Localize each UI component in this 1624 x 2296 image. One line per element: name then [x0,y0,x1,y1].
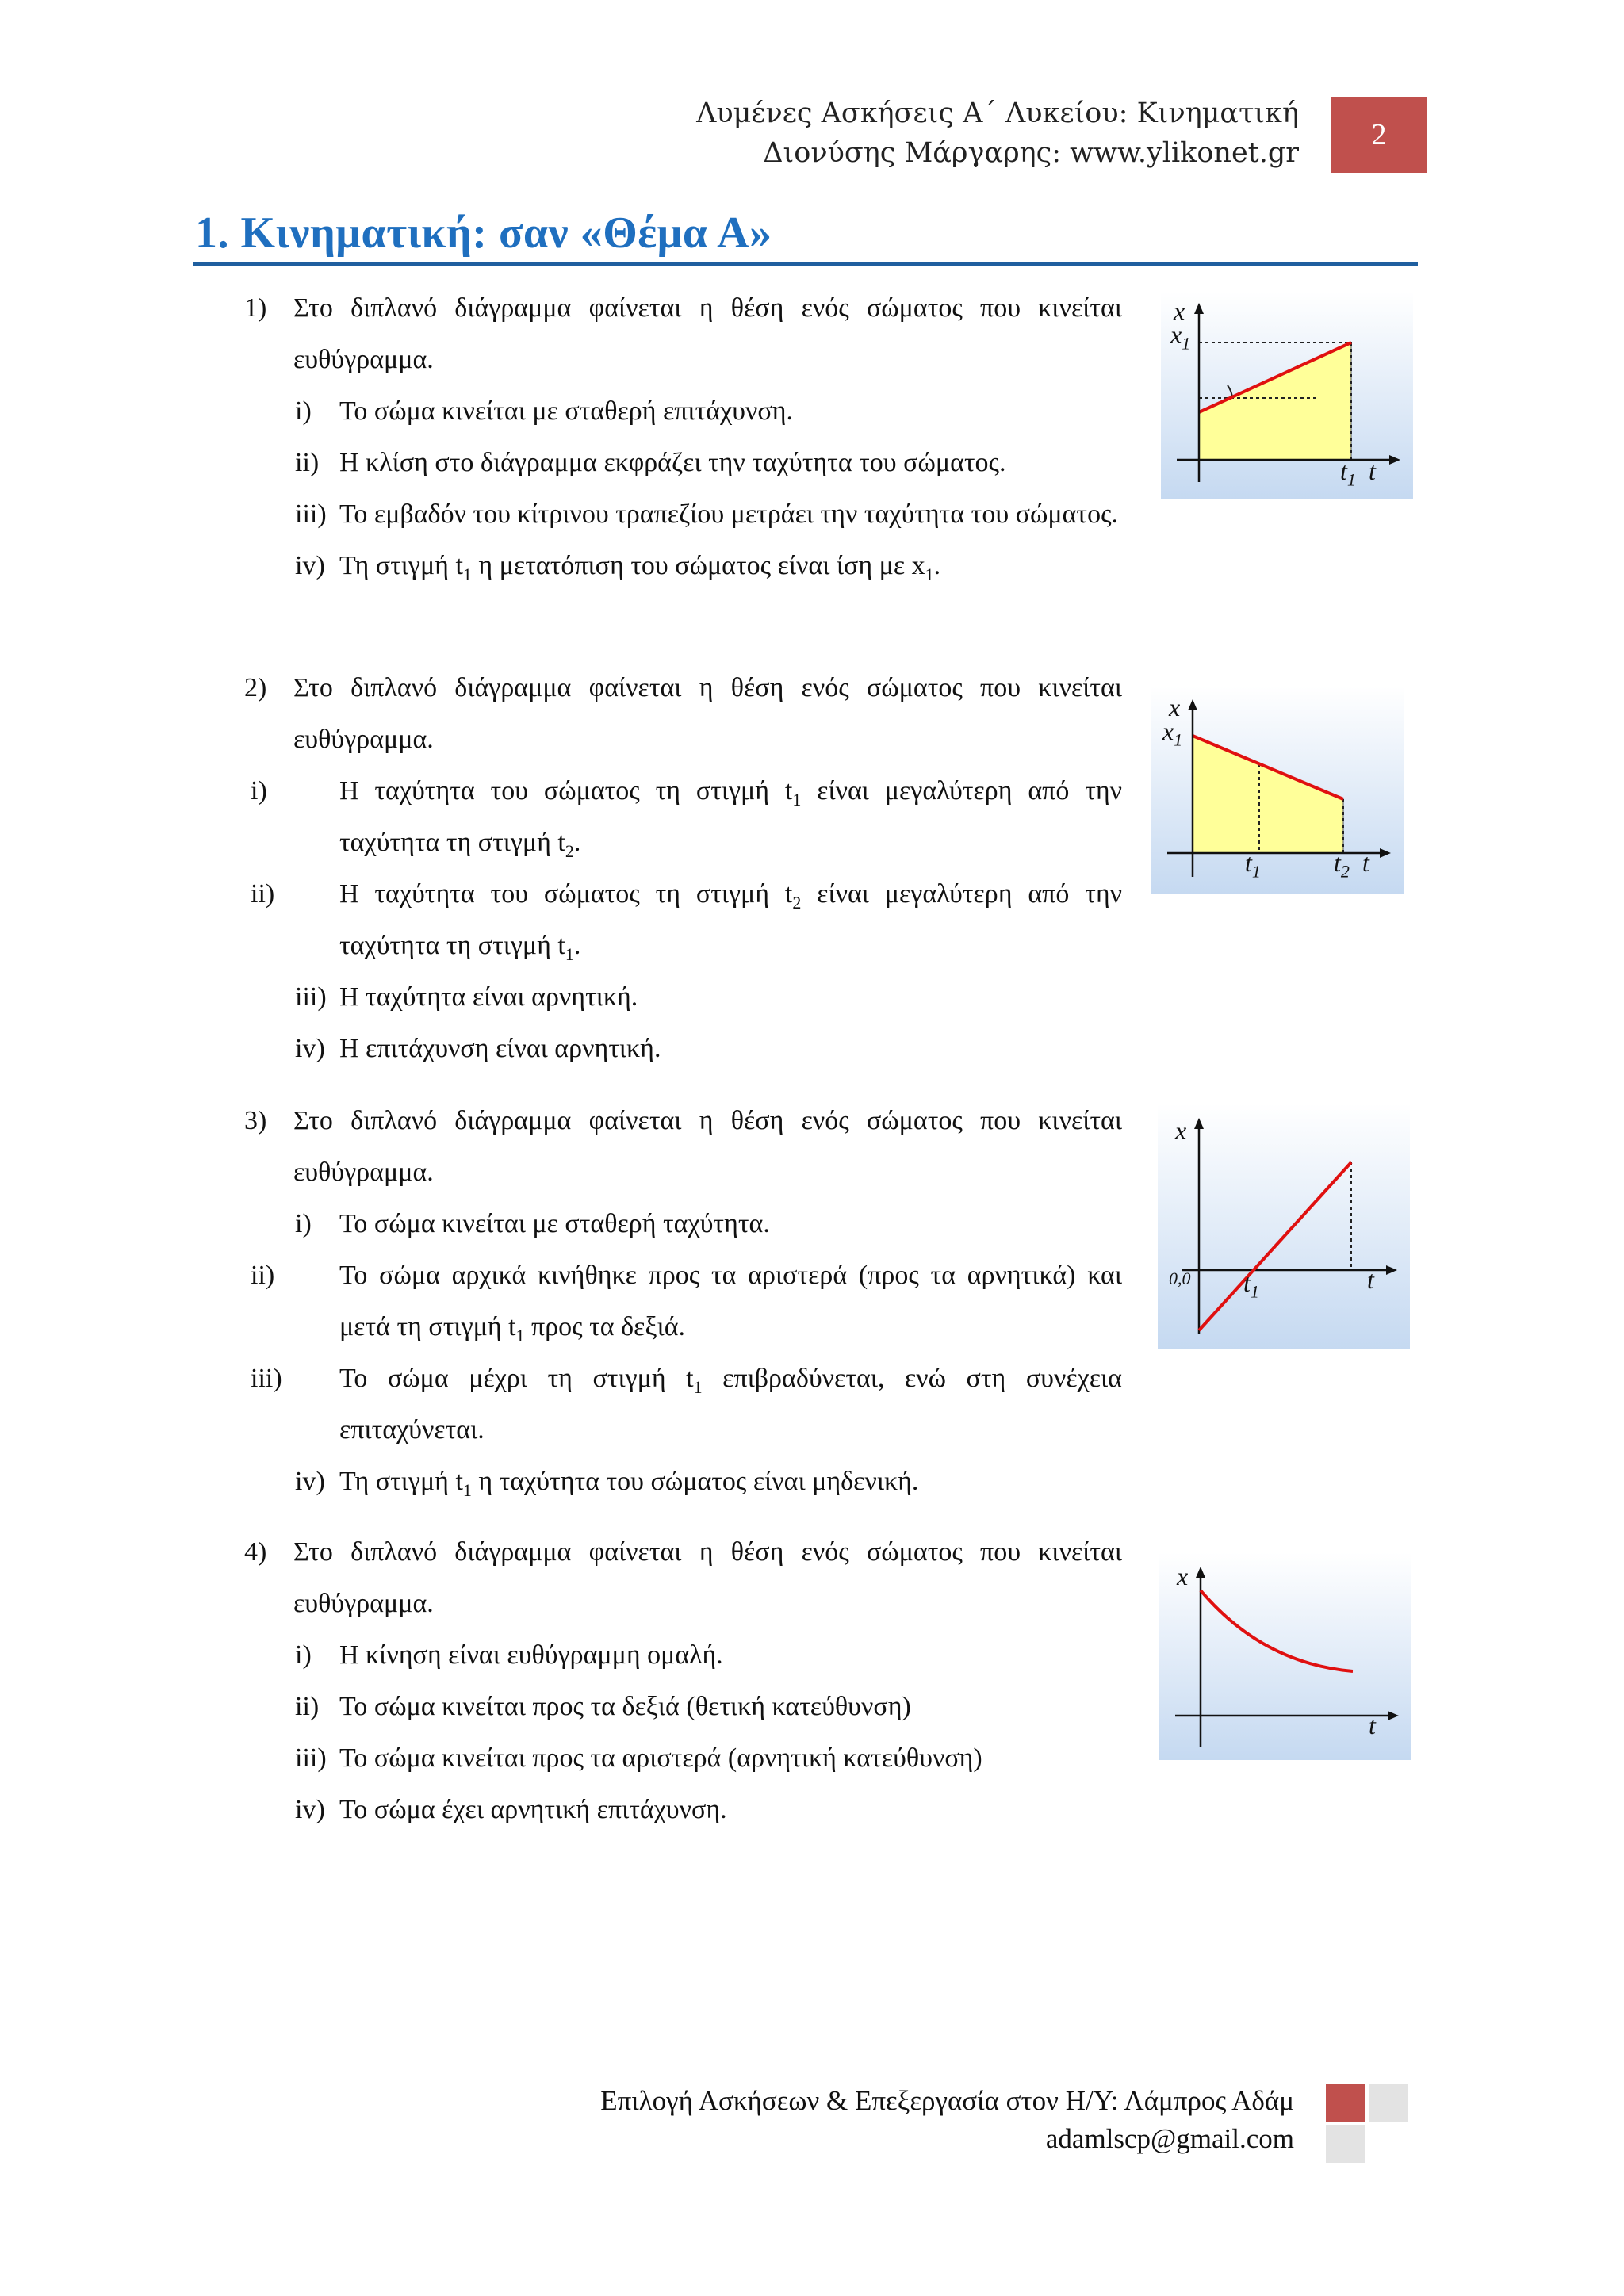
option-iv: iv) Τη στιγμή $t_1$ η μετατόπιση του σώματος είναι ίση με $x_1$. [295,551,941,584]
option-iv: iv) Η επιτάχυνση είναι αρνητική. [295,1034,661,1063]
option-i: i) Το σώμα κινείται με σταθερή επιτάχυνση. [295,396,793,426]
option-i: i) Η ταχύτητα του σώματος τη στιγμή $t_1$ είναι μεγαλύτερη από την ταχύτητα τη στιγμή $t_2$. [251,776,1123,861]
footer-square-gray-1 [1369,2084,1408,2122]
question-4 [238,1526,1122,1835]
option-ii: ii) Η ταχύτητα του σώματος τη στιγμή $t_2$ είναι μεγαλύτερη από την ταχύτητα τη στιγμή $t_1$. [251,879,1123,964]
question-stem: Στο διπλανό διάγραμμα φαίνεται η θέση ενός σώματος που κινείται ευθύγραμμα. [293,1537,1122,1618]
header-line-2: Διονύσης Μάργαρης: www.ylikonet.gr [763,137,1299,169]
section-divider [193,262,1418,266]
page-footer [600,2082,1294,2158]
question-stem: Στο διπλανό διάγραμμα φαίνεται η θέση ενός σώματος που κινείται ευθύγραμμα. [293,293,1122,374]
graph-3: x 0,0 $t_1$ t [1158,1104,1410,1349]
option-iv: iv) Το σώμα έχει αρνητική επιτάχυνση. [295,1795,727,1824]
graph-1: x $x_1$ $t_1$ t [1161,292,1413,499]
footer-square-gray-2 [1326,2125,1365,2163]
question-stem: Στο διπλανό διάγραμμα φαίνεται η θέση ενός σώματος που κινείται ευθύγραμμα. [293,673,1122,754]
footer-line-1: Επιλογή Ασκήσεων & Επεξεργασία στον Η/Υ: Λάμπρος Αδάμ [600,2085,1294,2116]
option-ii: ii) Η κλίση στο διάγραμμα εκφράζει την ταχύτητα του σώματος. [295,448,1006,477]
question-2 [238,662,1122,1074]
option-iii: iii) Το εμβαδόν του κίτρινου τραπεζίου μετράει την ταχύτητα του σώματος. [295,499,1119,529]
section-title: 1. Κινηματική: σαν «Θέμα Α» [195,209,772,258]
option-ii: ii) Το σώμα αρχικά κινήθηκε προς τα αριστερά (προς τα αρνητικά) και μετά τη στιγμή $t_1$ προς τα δεξιά. [251,1261,1122,1345]
option-iii: iii) Η ταχύτητα είναι αρνητική. [295,982,638,1012]
question-number: 2) [244,673,267,702]
page-number-badge: 2 [1331,97,1427,173]
question-1 [238,282,1122,591]
option-i: i) Το σώμα κινείται με σταθερή ταχύτητα. [295,1209,770,1238]
question-number: 3) [244,1106,267,1135]
question-stem: Στο διπλανό διάγραμμα φαίνεται η θέση ενός σώματος που κινείται ευθύγραμμα. [293,1106,1122,1187]
option-iii: iii) Το σώμα μέχρι τη στιγμή $t_1$ επιβραδύνεται, ενώ στη συνέχεια επιταχύνεται. [251,1364,1122,1445]
option-ii: ii) Το σώμα κινείται προς τα δεξιά (θετική κατεύθυνση) [295,1692,911,1721]
option-iv: iv) Τη στιγμή $t_1$ η ταχύτητα του σώματος είναι μηδενική. [295,1467,919,1500]
option-i: i) Η κίνηση είναι ευθύγραμμη ομαλή. [295,1640,723,1670]
footer-square-red [1326,2084,1365,2122]
option-iii: iii) Το σώμα κινείται προς τα αριστερά (αρνητική κατεύθυνση) [295,1743,982,1773]
question-number: 1) [244,293,267,323]
graph-4: x t [1159,1552,1411,1760]
question-3 [238,1095,1122,1507]
question-number: 4) [244,1537,267,1567]
page-header [696,94,1299,173]
footer-email: adamlscp@gmail.com [1045,2123,1294,2154]
header-line-1: Λυμένες Ασκήσεις Α΄ Λυκείου: Κινηματική [696,98,1299,129]
graph-2: x $x_1$ $t_1$ $t_2$ t [1151,687,1404,894]
